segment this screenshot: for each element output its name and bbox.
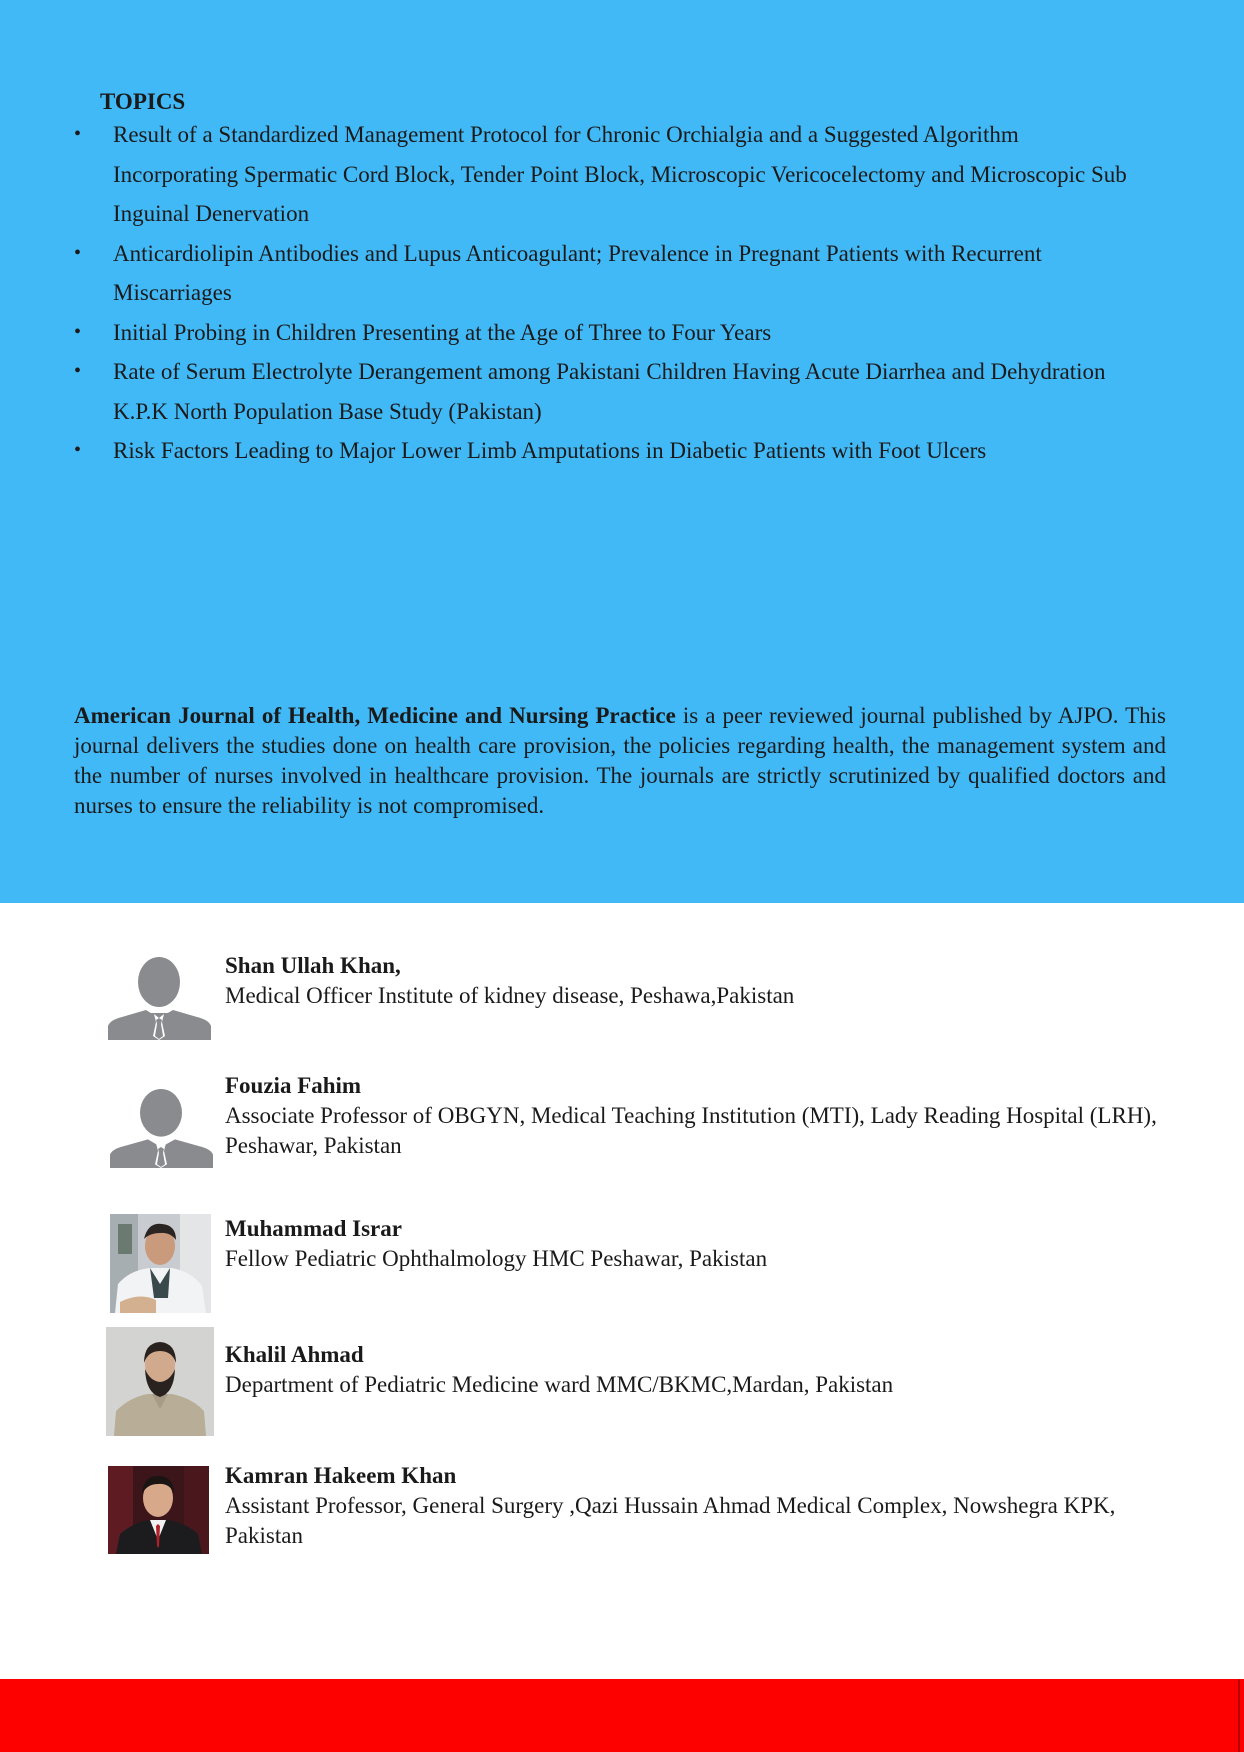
portrait-photo [108, 1466, 209, 1554]
journal-description [74, 701, 1166, 821]
author-name: Fouzia Fahim [225, 1073, 362, 1098]
portrait-photo [110, 1214, 211, 1313]
author-name: Khalil Ahmad [225, 1342, 364, 1367]
topic-item [74, 352, 1134, 431]
bullet-icon: • [74, 241, 82, 264]
author-affiliation: Assistant Professor, General Surgery ,Qazi Hussain Ahmad Medical Complex, Nowshegra KPK, Pakistan [225, 1493, 1116, 1548]
author-affiliation: Medical Officer Institute of kidney disease, Peshawa,Pakistan [225, 983, 795, 1008]
footer-bar-edge [1238, 1679, 1244, 1752]
author-name: Kamran Hakeem Khan [225, 1463, 457, 1488]
author-name: Shan Ullah Khan, [225, 953, 401, 978]
topic-text: Result of a Standardized Management Protocol for Chronic Orchialgia and a Suggested Algorithm Incorporating Spermatic Cord Block, Tender Point Block, Microscopic Vericocelectomy and Microscopic Sub Inguinal Denervation [113, 122, 1127, 226]
footer-bar [0, 1679, 1238, 1752]
portrait-photo [106, 1327, 214, 1436]
topic-text: Risk Factors Leading to Major Lower Limb Amputations in Diabetic Patients with Foot Ulcers [113, 438, 987, 463]
journal-description-text: is a peer reviewed journal published by AJPO. This journal delivers the studies done on health care provision, the policies regarding health, the management system and the number of nurses involved in healthcare provision. The journals are strictly scrutinized by qualified doctors and nurses to ensure the reliability is not compromised. [74, 703, 1167, 818]
author-affiliation: Department of Pediatric Medicine ward MMC/BKMC,Mardan, Pakistan [225, 1372, 894, 1397]
topic-item [74, 431, 1134, 471]
author-affiliation: Fellow Pediatric Ophthalmology HMC Peshawar, Pakistan [225, 1246, 768, 1271]
topics-list [74, 115, 1134, 471]
topics-heading: TOPICS [100, 89, 186, 114]
topic-item [74, 313, 1134, 353]
bullet-icon: • [74, 360, 82, 382]
bullet-icon: • [74, 439, 82, 461]
silhouette-avatar-icon [110, 1088, 213, 1168]
topic-text: Rate of Serum Electrolyte Derangement among Pakistani Children Having Acute Diarrhea and Dehydration K.P.K North Population Base Study (Pakistan) [113, 359, 1106, 424]
bullet-icon: • [74, 123, 82, 145]
topic-text: Initial Probing in Children Presenting at the Age of Three to Four Years [113, 319, 772, 345]
author-affiliation: Associate Professor of OBGYN, Medical Teaching Institution (MTI), Lady Reading Hospital (LRH), Peshawar, Pakistan [225, 1103, 1157, 1158]
topic-item [74, 115, 1134, 234]
bullet-icon: • [74, 320, 82, 343]
journal-name: American Journal of Health, Medicine and Nursing Practice [74, 703, 676, 728]
silhouette-avatar-icon [108, 956, 211, 1040]
author-name: Muhammad Israr [225, 1216, 402, 1241]
topic-item [74, 234, 1134, 313]
topic-text: Anticardiolipin Antibodies and Lupus Anticoagulant; Prevalence in Pregnant Patients with Recurrent Miscarriages [113, 240, 1042, 305]
